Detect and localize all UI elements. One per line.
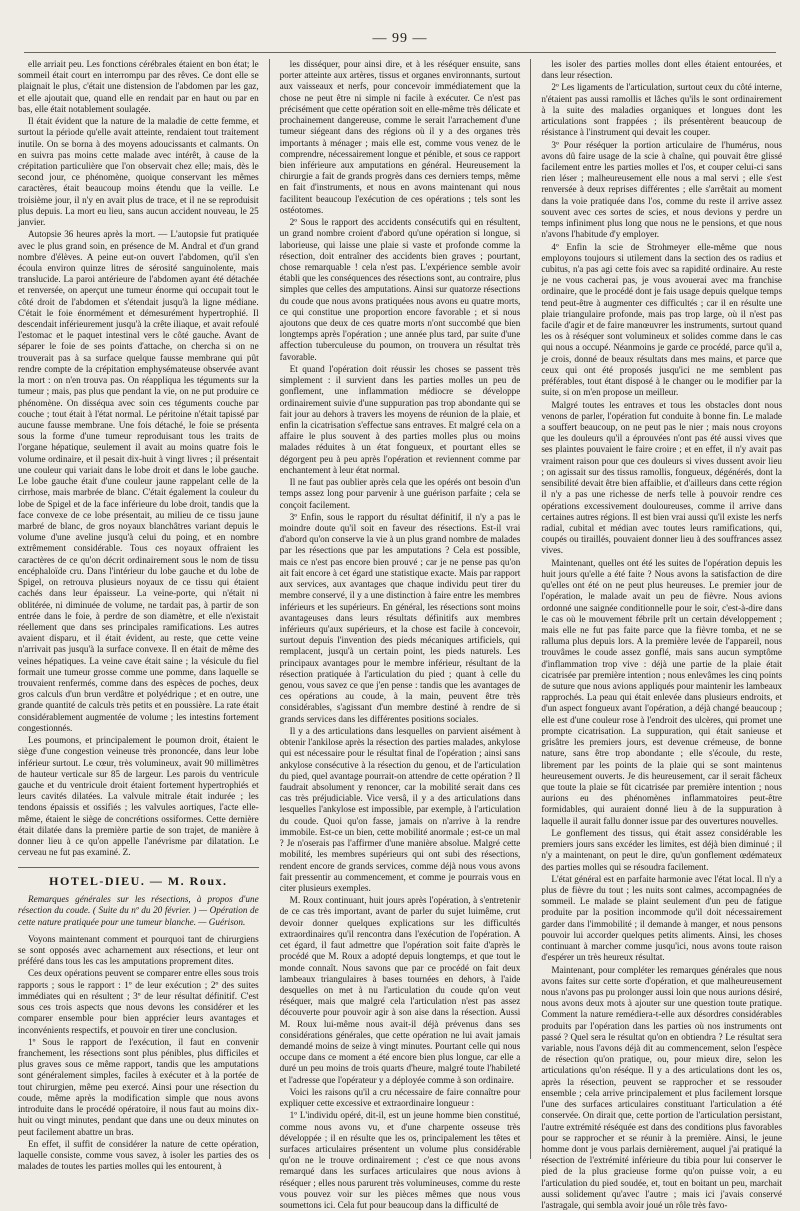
- paragraph: Les poumons, et principalement le poumon droit, étaient le siège d'une congestion veineuse très prononcée, dans leur lobe inférieur surtout. Le cœur, très volumineux, avait 90 millimètres de hauteur verticale sur 85 de largeur. Les parois du ventricule gauche et du ventricule droit étaient fortement hypertrophiés et leurs cavités dilatées. La valvule mitrale était indurée ; les tendons épaissis et ossifiés ; les valvules aortiques, l'acte elle-même, étaient le siège de concrétions ossiformes. Cette dernière était dilatée dans la première partie de son trajet, de manière à donner lieu à ce qu'on appelle l'anévrisme par dilatation. Le cerveau ne fut pas examiné. Z.: [18, 735, 259, 858]
- paragraph: Et quand l'opération doit réussir les choses se passent très simplement : il survient dans les parties molles un peu de gonflement, une inflammation médiocre se développe ordinairement suivie d'une suppuration pas trop abondante qui se fait jour au dehors à travers les moyens de réunion de la plaie, et enfin la cicatrisation s'effectue sans entraves. Et malgré cela on a affaire le plus souvent à des parties molles plus ou moins malades réduites à un état fongueux, et pourtant elles se dégorgent peu à peu après l'opération et reviennent comme par enchantement à leur état normal.: [280, 364, 521, 476]
- paragraph: les disséquer, pour ainsi dire, et à les réséquer ensuite, sans porter atteinte aux artères, tissus et organes environnants, surtout aux vaisseaux et nerfs, pour concevoir immédiatement que la chose ne peut être ni simple ni facile à exécuter. Ce n'est pas précisément que cette opération soit en elle-même très délicate et prochainement dangereuse, comme le serait l'arrachement d'une tumeur siégeant dans des régions où il y a des organes très importants à ménager ; mais elle est, comme vous venez de le comprendre, nécessairement longue et pénible, et sous ce rapport bien inférieure aux amputations en général. Heureusement la chirurgie a fait de grands progrès dans ces derniers temps, même en fait d'instruments, et nous en avons maintenant qui nous facilitent beaucoup l'exécution de ces opérations ; tels sont les ostéotomes.: [280, 59, 521, 216]
- column-divider: [269, 59, 270, 1159]
- left-column-top: [18, 59, 259, 859]
- paragraph: 2º Les ligaments de l'articulation, surtout ceux du côté interne, n'étaient pas aussi ramollis et lâches qu'ils le sont ordinairement à la suite des maladies organiques et longues dont les articulations sont frappées ; ils présentèrent beaucoup de résistance à l'instrument qui devait les couper.: [541, 82, 782, 138]
- paragraph: Le gonflement des tissus, qui était assez considérable les premiers jours sans excéder les limites, est déjà bien diminué ; il n'y a maintenant, on peut le dire, qu'un gonflement œdémateux des parties molles qui se résoudra facilement.: [541, 828, 782, 873]
- paragraph: Malgré toutes les entraves et tous les obstacles dont nous venons de parler, l'opération fut conduite à bonne fin. Le malade a souffert beaucoup, on ne peut pas le nier ; mais nous croyons que les douleurs qu'il a éprouvées n'ont pas été aussi vives que ses plaintes pouvaient le faire croire ; et en effet, il n'y avait pas vraiment raison pour que ces douleurs si vives dussent avoir lieu ; on agissait sur des tissus ramollis, fongueux, dégénérés, dont la sensibilité devait être bien affaiblie, et d'ailleurs dans cette région il n'y a pas une richesse de nerfs telle à pouvoir rendre ces opérations excessivement douloureuses, comme il arrive dans certaines autres régions. Il est bien vrai aussi qu'il existe les nerfs radial, cubital et médian avec toutes leurs ramifications, qui, coupés ou tiraillés, pouvaient donner lieu à des souffrances assez vives.: [541, 400, 782, 557]
- paragraph: 3º Enfin, sous le rapport du résultat définitif, il n'y a pas le moindre doute qu'il soit en faveur des résections. Est-il vrai d'abord qu'on conserve la vie à un plus grand nombre de malades par les résections que par les amputations ? Cela est possible, mais ce n'est pas encore bien prouvé ; car je ne pense pas qu'on ait fait encore à cet égard une statistique exacte. Mais par rapport aux services, aux avantages que chaque individu peut tirer du membre conservé, il y a une distinction à faire entre les membres inférieurs et les supérieurs. En général, les résections sont moins avantageuses dans leurs résultats définitifs aux membres inférieurs qu'aux supérieurs, et la chose est facile à concevoir, surtout depuis l'invention des pieds mécaniques artificiels, qui remplacent, jusqu'à un certain point, les pieds naturels. Les principaux avantages pour le membre inférieur, résultant de la résection pratiquée à l'articulation du pied ; quant à celle du genou, vous savez ce que j'en pense : tandis que les avantages de ces opérations au coude, à la main, peuvent être très considérables, s'agissant d'un membre destiné à rendre de si grands services dans les différentes positions sociales.: [280, 512, 521, 725]
- text-columns: [18, 59, 782, 1159]
- column-divider: [530, 59, 531, 1159]
- page-number: — 99 —: [24, 26, 776, 53]
- paragraph: 1º L'individu opéré, dit-il, est un jeune homme bien constitué, comme nous avons vu, et d'une charpente osseuse très développée ; il en résulte que les os, principalement les têtes et surfaces articulaires présentent un volume plus considérable qu'on ne le trouve ordinairement ; c'est ce que nous avons remarqué dans les surfaces articulaires que nous avions à réséquer ; elles nous parurent très volumineuses, comme du reste vous pouvez voir sur les pièces mêmes que nous vous soumettons ici. Cela fut pour beaucoup dans la difficulté de: [280, 1110, 521, 1211]
- paragraph: Ces deux opérations peuvent se comparer entre elles sous trois rapports ; sous le rapport : 1º de leur exécution ; 2º des suites immédiates qui en résultent ; 3º de leur résultat définitif. C'est sous ces trois aspects que nous devons les considérer et les comparer ensemble pour bien apprécier leurs avantages et inconvénients respectifs, et pouvoir en tirer une conclusion.: [18, 968, 259, 1035]
- paragraph: 3º Pour réséquer la portion articulaire de l'humérus, nous avons dû faire usage de la scie à chaîne, qui pouvait être glissé facilement entre les parties molles et l'os, et couper celui-ci sans rien léser ; malheureusement elle nous a mal servi ; elle s'est renversée à deux reprises différentes ; elle s'arrêtait au moment dans la voie pratiquée dans l'os, comme du reste il arrive assez souvent avec ces sortes de scies, et nous devions y perdre un temps infiniment plus long que nous ne le pensions, et que nous n'avons l'habitude d'y employer.: [541, 140, 782, 241]
- paragraph: Voici les raisons qu'il a cru nécessaire de faire connaître pour expliquer cette excessive et extraordinaire longueur :: [280, 1087, 521, 1109]
- left-column-bottom: [18, 934, 259, 1173]
- middle-column: [280, 59, 521, 1159]
- section-rule: [18, 867, 259, 868]
- section-subtitle: Remarques générales sur les résections, à propos d'une résection du coude. ( Suite du nº du 20 février. ) — Opération de cette nature pratiquée pour une tumeur blanche. — Guérison.: [18, 894, 259, 928]
- paragraph: Il était évident que la nature de la maladie de cette femme, et surtout la période qu'elle avait atteinte, rendaient tout traitement inutile. On se borna à des moyens adoucissants et calmants. On en suivra pas moins cette malade avec intérêt, à cause de la crépitation particulière que l'on observait chez elle; mais, dès le second jour, ce phénomène, quoique conservant les mêmes caractères, était beaucoup moins étendu que la veille. Le troisième jour, il n'y en avait plus de trace, et il ne se reproduisit plus depuis. La mort eu lieu, sans aucun accident nouveau, le 25 janvier.: [18, 116, 259, 228]
- paragraph: Voyons maintenant comment et pourquoi tant de chirurgiens se sont opposés avec acharnement aux résections, et leur ont préféré dans tous les cas les amputations proprement dites.: [18, 934, 259, 968]
- section-title: HOTEL-DIEU. — M. Roux.: [18, 874, 259, 889]
- paragraph: Il ne faut pas oublier après cela que les opérés ont besoin d'un temps assez long pour parvenir à une guérison parfaite ; cela se conçoit facilement.: [280, 477, 521, 511]
- paragraph: L'état général est en parfaite harmonie avec l'état local. Il n'y a plus de fièvre du tout ; les nuits sont calmes, accompagnées de sommeil. Le malade se plaint seulement d'un peu de fatigue produite par la position incommode qu'il doit nécessairement garder dans l'immobilité ; il demande à manger, et nous pensons pouvoir lui accorder quelques petits aliments. Ainsi, les choses continuant à marcher comme jusqu'ici, nous avons toute raison d'espérer un très heureux résultat.: [541, 874, 782, 964]
- paragraph: 4º Enfin la scie de Strohmeyer elle-même que nous employons toujours si utilement dans la section des os radius et cubitus, n'a pas agi cette fois avec sa rapidité ordinaire. Au reste je ne vous cacherai pas, je vous avouerai avec ma franchise ordinaire, que le procédé dont je fais usage depuis quelque temps tend peut-être à augmenter ces difficultés ; car il en résulte une plaie triangulaire profonde, mais pas trop large, où il n'est pas facile d'agir et de faire manœuvrer les instruments, surtout quand les os à réséquer sont volumineux et solides comme dans le cas qui nous a occupé. Néanmoins je garde ce procédé, parce qu'il a, je crois, donné de beaux résultats dans mes mains, et parce que ceux qui ont été proposés jusqu'ici ne me semblent pas préférables, tout étant disposé à le changer ou le modifier par la suite, si on m'en propose un meilleur.: [541, 242, 782, 399]
- right-column: [541, 59, 782, 1159]
- paragraph: elle arriait peu. Les fonctions cérébrales étaient en bon état; le sommeil était court en interrompu par des rêves. Ce dont elle se plaignait le plus, c'était une distension de l'abdomen par les gaz, et elle ajoutait que, quand elle en rendait par en haut ou par en bas, elle était notablement soulagée.: [18, 59, 259, 115]
- paragraph: les isoler des parties molles dont elles étaient entourées, et dans leur résection.: [541, 59, 782, 81]
- paragraph: M. Roux continuant, huit jours après l'opération, à s'entretenir de ce cas très important, avant de parler du sujet luimême, crut devoir donner quelques explications sur les difficultés extraordinaires qu'il rencontra dans l'exécution de l'opération. A cet égard, il faut admettre que l'opération soit faite d'après le procédé que M. Roux a adopté depuis longtemps, et que tout le monde connaît. Nous savons que par ce procédé on fait deux lambeaux triangulaires à bases tournées en dehors, à l'aide desquelles on met à nu l'articulation du coude qu'on veut réséquer, mais que malgré cela l'articulation n'est pas assez découverte pour pouvoir agir à son aise dans la résection. Aussi M. Roux lui-même nous avait-il déjà prévenus dans ses considérations générales, que cette opération ne lui avait jamais demandé moins de seize à vingt minutes. Pourtant celle qui nous occupe dans ce moment a été encore bien plus longue, car elle a duré un peu moins de trois quarts d'heure, malgré toute l'habileté et l'adresse que l'opérateur y a déployée comme à son ordinaire.: [280, 895, 521, 1086]
- paragraph: Maintenant, quelles ont été les suites de l'opération depuis les huit jours qu'elle a été faite ? Nous avons la satisfaction de dire qu'elles ont été on ne peut plus heureuses. Le premier jour de l'opération, le malade avait un peu de fièvre. Nous avions ordonné une saignée conditionnelle pour le soir, c'est-à-dire dans le cas où le mouvement fébrile prît un certain développement ; mais elle ne fut pas faite parce que la fièvre tomba, et ne se ralluma plus depuis lors. A la première levée de l'appareil, nous trouvâmes le coude assez gonflé, mais sans aucun symptôme d'inflammation trop vive : déjà une partie de la plaie était cicatrisée par première intention ; nous enlevâmes les cinq points de suture que nous avions appliqués pour maintenir les lambeaux rapprochés. La peau qui était enlevée dans plusieurs endroits, et d'un aspect fongueux avant l'opération, a déjà changé beaucoup ; elle est d'une couleur rose à l'endroit des ulcères, qui promet une prompte cicatrisation. La suppuration, qui était sanieuse et grisâtre les premiers jours, est devenue crémeuse, de bonne nature, sans être trop abondante ; elle s'écoule, du reste, librement par les points de la plaie qui se sont maintenus heureusement ouverts. Je dis heureusement, car il serait fâcheux que toute la plaie se fût cicatrisée par première intention ; nous aurions eu des phénomènes inflammatoires peut-être formidables, qui auraient donné lieu à de la suppuration à laquelle il aurait fallu donner issue par des ouvertures nouvelles.: [541, 558, 782, 827]
- paragraph: 2º Sous le rapport des accidents consécutifs qui en résultent, un grand nombre croient d'abord qu'une opération si longue, si laborieuse, qui laisse une plaie si vaste et profonde comme la résection, doit entraîner des accidents bien graves ; pourtant, chose remarquable ! cela n'est pas. L'expérience semble avoir établi que les conséquences des résections sont, au contraire, plus simples que celles des amputations. Ainsi sur quatorze résections du coude que nous avons pratiquées nous avons eu quatre morts, ce qui constitue une proportion encore favorable ; et si nous ajoutons que deux de ces quatre morts n'ont succombé que bien longtemps après l'opération ; une année plus tard, par suite d'une affection tuberculeuse du poumon, on trouvera un résultat très favorable.: [280, 217, 521, 363]
- paragraph: Autopsie 36 heures après la mort. — L'autopsie fut pratiquée avec le plus grand soin, en présence de M. Andral et d'un grand nombre d'élèves. A peine eut-on ouvert l'abdomen, qu'il s'en écoula environ quinze litres de sérosité sanguinolente, mais translucide. La paroi antérieure de l'abdomen ayant été détachée et renversée, on aperçut une tumeur énorme qui occupait tout le côté droit de l'abdomen et s'étendait jusqu'à la ligne médiane. C'était le foie énormément et démesurément hypertrophié. Il descendait inférieurement jusqu'à la crête iliaque, et avait refoulé l'estomac et le paquet intestinal vers le côté gauche. Avant de séparer le foie de ses points d'attache, on chercha si on ne trouverait pas à sa surface quelque fausse membrane qui pût rendre compte de la crépitation emphysémateuse observée avant la mort : on n'en trouva pas. On réappliqua les téguments sur la tumeur ; mais, pas plus que pendant la vie, on ne put produire ce phénomène. On disséqua avec soin ces téguments couche par couche ; tout était à l'état normal. Le péritoine n'était tapissé par aucune fausse membrane. Une fois détaché, le foie se présenta sous la forme d'une tumeur reproduisant tous les traits de l'organe hépatique, seulement il avait au moins quatre fois le volume ordinaire, et il pesait dix-huit à vingt livres ; il présentait une couleur qui variait dans le lobe droit et dans le lobe gauche. Le lobe gauche était d'une couleur jaune rappelant celle de la cirrhose, mais marbrée de blanc. C'était également la couleur du lobe de Spigel et de la face inférieure du lobe droit, tandis que la face convexe de ce lobe présentait, au milieu de ce tissu jaune marbré de blanc, de gros noyaux blanchâtres variant depuis le volume d'une aveline jusqu'à celui du poing, et en nombre extrêmement considérable. Tous ces noyaux offraient les caractères de ce qu'on décrit ordinairement sous le nom de tissu encéphaloïde cru. Dans l'intérieur du lobe gauche et du lobe de Spigel, on retrouva plusieurs noyaux de ce tissu qui étaient cachés dans leur épaisseur. La veine-porte, qui n'était ni oblitérée, ni diminuée de volume, ne tardait pas, à partir de son entrée dans le foie, à perdre de son diamètre, et elle n'existait réellement que dans ses principales ramifications. Les autres avaient disparu, et il était évident, au reste, que cette veine n'arrivait pas jusqu'à la surface convexe. Il en était de même des veines hépatiques. La veine cave était saine ; la vésicule du fiel formait une tumeur grosse comme une pomme, dans laquelle se trouvaient renfermés, comme dans des espèces de poches, deux gros calculs d'un brun verdâtre et polyédrique ; et en outre, une grande quantité de calculs très petits et en poussière. La rate était considérablement augmentée de volume ; les intestins fortement congestionnés.: [18, 229, 259, 734]
- paragraph: 1º Sous le rapport de l'exécution, il faut en convenir franchement, les résections sont plus pénibles, plus difficiles et plus graves sous ce même rapport, tandis que les amputations sont généralement simples, faciles à exécuter et à la portée de tout chirurgien, même peu exercé. Ainsi pour une résection du coude, même après la modification simple que nous avons introduite dans le procédé opératoire, il nous faut au moins dix-huit ou vingt minutes, pendant que dans une ou deux minutes on peut facilement abattre un bras.: [18, 1037, 259, 1138]
- paragraph: En effet, il suffit de considérer la nature de cette opération, laquelle consiste, comme vous savez, à isoler les parties des os malades de toutes les parties molles qui les entourent, à: [18, 1139, 259, 1173]
- paragraph: Il y a des articulations dans lesquelles on parvient aisément à obtenir l'ankilose après la résection des parties malades, ankylose qui est nécessaire pour le résultat final de l'opération ; ainsi sans ankylose consécutive à la résection du genou, et de l'articulation du pied, quel avantage pourrait-on attendre de cette opération ? Il faudrait absolument y renoncer, car la mobilité serait dans ces cas très préjudiciable. Vice versâ, il y a des articulations dans lesquelles l'ankylose est impossible, par exemple, à l'articulation du coude. Quoi qu'on fasse, jamais on n'arrive à la rendre immobile. Est-ce un bien, cette mobilité anormale ; est-ce un mal ? Je n'oserais pas l'affirmer d'une manière absolue. Malgré cette mobilité, les membres supérieurs qui ont subi des résections, rendent encore de grands services, comme déjà nous vous avons fait pressentir au commencement, et comme je pourrais vous en citer plusieurs exemples.: [280, 726, 521, 894]
- left-column: [18, 59, 259, 1159]
- paragraph: Maintenant, pour compléter les remarques générales que nous avons faites sur cette sorte d'opération, et que malheureusement nous n'avons pas pu prolonger aussi loin que nous aurions désiré, nous avons deux mots à ajouter sur une question toute pratique. Comment la nature remédiera-t-elle aux désordres considérables produits par l'opération dans les parties où nos instruments ont passé ? Quel sera le résultat qu'on en obtiendra ? Le résultat sera variable, nous l'avons déjà dit au commencement, selon l'espèce de résection qu'on pratique, ou, pour mieux dire, selon les articulations qu'on réséque. Il y a des articulations dont les os, après la résection, peuvent se rapprocher et se ressouder ensemble ; cela arrive principalement et plus facilement lorsque l'une des surfaces articulaires constituant l'articulation a été conservée. On dirait que, cette portion de l'articulation persistant, l'autre extrémité réséquée est dans des conditions plus favorables pour se rapprocher et se réunir à la première. Ainsi, le jeune homme dont je vous parlais dernièrement, auquel j'ai pratiqué la résection de l'extrémité inférieure du tibia pour lui conserver le pied de la plus gracieuse forme qu'on puisse voir, a eu l'articulation du pied soudée, et, tout en boitant un peu, marchait aussi solidement qu'avec l'autre ; mais ici j'avais conservé l'astragale, qui sembla avoir joué un rôle très favo-: [541, 965, 782, 1211]
